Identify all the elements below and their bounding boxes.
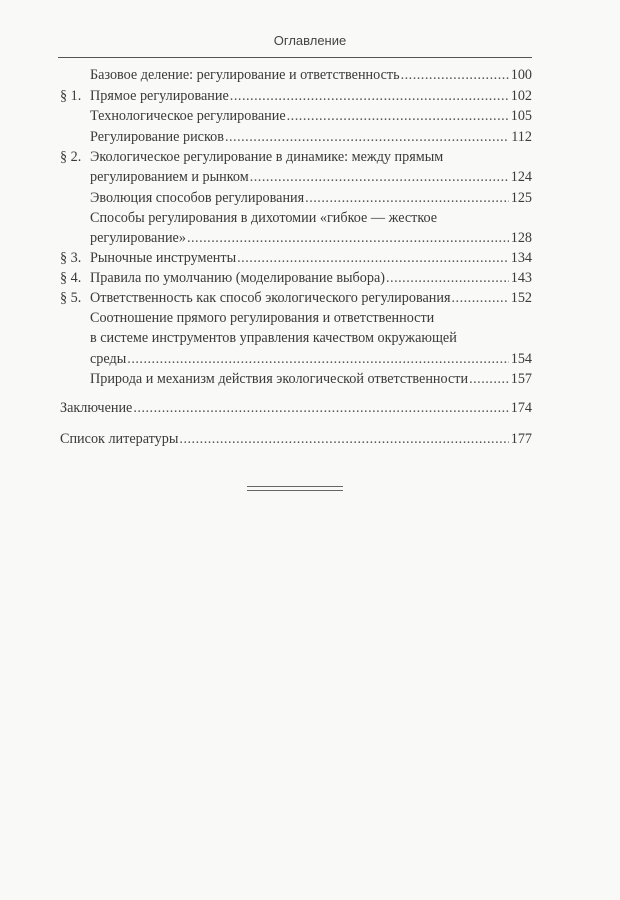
toc-entry[interactable] xyxy=(58,369,532,389)
dot-leader xyxy=(451,288,509,308)
page-number: 112 xyxy=(511,129,532,145)
entry-title: регулирование» xyxy=(90,230,186,247)
section-number: § 5. xyxy=(60,290,82,306)
header-rule xyxy=(58,57,532,58)
section-number: § 4. xyxy=(60,270,82,286)
toc-entry[interactable] xyxy=(58,86,532,106)
dot-leader xyxy=(469,369,509,389)
dot-leader xyxy=(187,228,509,248)
toc-entry[interactable] xyxy=(58,268,532,288)
dot-leader xyxy=(127,349,509,369)
toc-entry[interactable] xyxy=(58,429,532,449)
section-number: § 1. xyxy=(60,88,82,104)
entry-title: Эволюция способов регулирования xyxy=(90,190,305,206)
entry-title: Соотношение прямого регулирования и ответственности xyxy=(90,310,435,326)
page-number: 157 xyxy=(510,371,532,387)
entry-title: Экологическое регулирование в динамике: между прямым xyxy=(90,149,444,165)
page-number: 177 xyxy=(510,431,532,447)
dot-leader xyxy=(386,268,509,288)
toc-entry[interactable] xyxy=(58,288,532,308)
page-number: 174 xyxy=(510,400,532,416)
entry-title: Заключение xyxy=(60,400,133,416)
section-number: § 2. xyxy=(60,149,82,165)
entry-title: Технологическое регулирование xyxy=(90,108,286,124)
page-number: 102 xyxy=(510,88,532,104)
toc-entry[interactable] xyxy=(58,208,532,249)
dot-leader xyxy=(179,429,509,449)
page-number: 152 xyxy=(510,290,532,306)
dot-leader xyxy=(230,86,509,106)
entry-title: Список литературы xyxy=(60,431,179,447)
entry-title: Правила по умолчанию (моделирование выбора) xyxy=(90,270,385,286)
entry-title: Регулирование рисков xyxy=(90,129,224,145)
entry-title: в системе инструментов управления качеством окружающей xyxy=(90,330,457,347)
dot-leader xyxy=(237,248,509,268)
toc-entry[interactable] xyxy=(58,248,532,268)
toc-entry[interactable] xyxy=(58,106,532,126)
page-number: 143 xyxy=(510,270,532,286)
end-ornament-rule xyxy=(247,486,343,491)
page-number: 134 xyxy=(510,250,532,266)
dot-leader xyxy=(133,398,509,418)
entry-title: Прямое регулирование xyxy=(90,88,229,104)
entry-title: Природа и механизм действия экологической ответственности xyxy=(90,371,469,387)
entry-title: регулированием и рынком xyxy=(90,169,249,186)
running-head: Оглавление xyxy=(273,33,347,48)
page-number: 100 xyxy=(510,67,532,83)
page-number: 154 xyxy=(510,350,532,367)
toc-entry[interactable] xyxy=(58,127,532,147)
dot-leader xyxy=(287,106,509,126)
dot-leader xyxy=(305,188,509,208)
dot-leader xyxy=(225,127,509,147)
page-number: 125 xyxy=(510,190,532,206)
entry-title: среды xyxy=(90,350,127,367)
toc-entry[interactable] xyxy=(58,398,532,418)
page-number: 105 xyxy=(510,108,532,124)
toc-entry[interactable] xyxy=(58,147,532,188)
dot-leader xyxy=(401,65,509,85)
toc-entry[interactable] xyxy=(58,65,532,85)
toc-entry[interactable] xyxy=(58,188,532,208)
entry-title: Ответственность как способ экологического регулирования xyxy=(90,290,451,306)
toc-entry[interactable] xyxy=(58,308,532,369)
page-number: 124 xyxy=(510,169,532,186)
entry-title: Рыночные инструменты xyxy=(90,250,237,266)
section-number: § 3. xyxy=(60,250,82,266)
page-number: 128 xyxy=(510,230,532,247)
entry-title: Способы регулирования в дихотомии «гибкое — жесткое xyxy=(90,210,438,226)
entry-title: Базовое деление: регулирование и ответственность xyxy=(90,67,400,83)
dot-leader xyxy=(250,167,509,187)
